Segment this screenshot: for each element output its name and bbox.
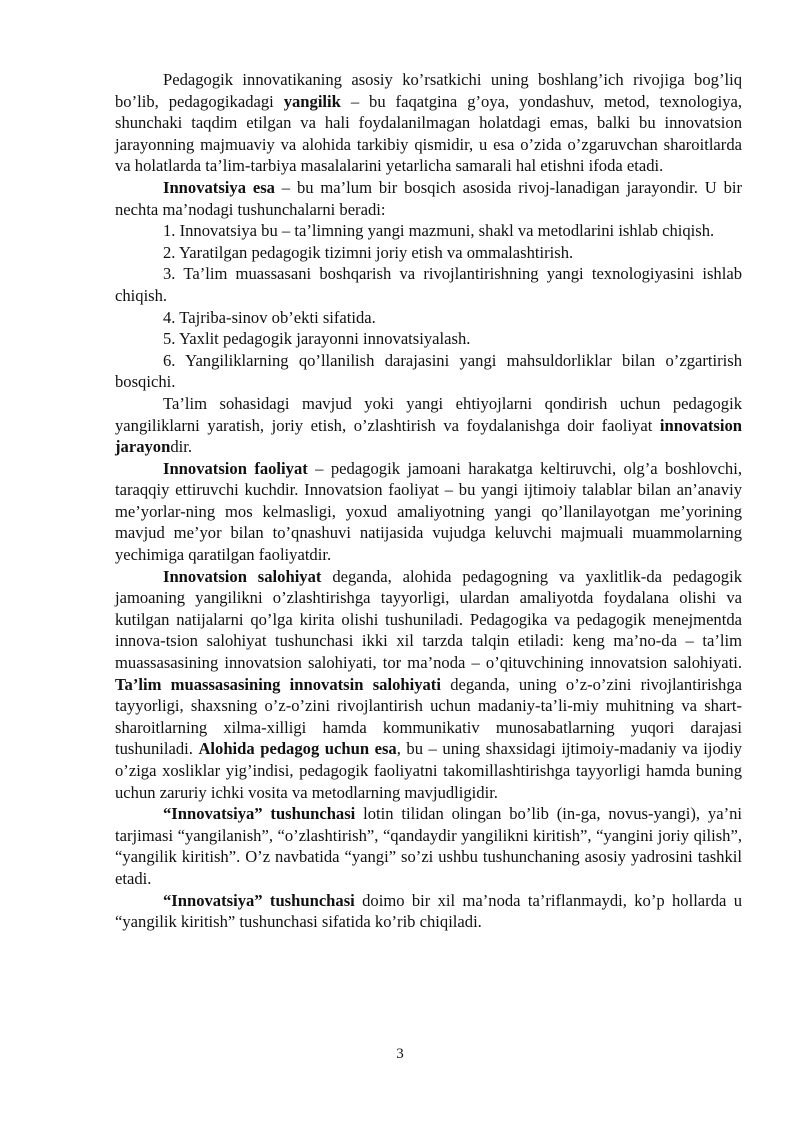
page-number: 3 bbox=[396, 1046, 404, 1062]
list-item: 3. Ta’lim muassasani boshqarish va rivojlantirishning yangi texnologiyasini ishlab chiqish. bbox=[115, 264, 742, 305]
paragraph-1 bbox=[115, 69, 742, 177]
bold-term: “Innovatsiya” tushunchasi bbox=[163, 890, 355, 910]
list-item: 2. Yaratilgan pedagogik tizimni joriy etish va ommalashtirish. bbox=[163, 242, 574, 262]
list-item: 5. Yaxlit pedagogik jarayonni innovatsiyalash. bbox=[163, 329, 471, 349]
text: Pedagogik innovatikaning asosiy ko’rsatkichi uning boshlang’ich rivojiga bog’liq bo’lib, pedagogikadagi bbox=[115, 70, 742, 111]
bold-term: Ta’lim muassasasining innovatsin salohiyati bbox=[115, 674, 441, 694]
document-body bbox=[115, 69, 742, 933]
bold-term: Alohida pedagog uchun esa bbox=[198, 739, 397, 759]
text: Ta’lim sohasidagi mavjud yoki yangi ehtiyojlarni qondirish uchun pedagogik yangiliklarni yaratish, joriy etish, o’zlashtirish va foydalanishga doir faoliyat bbox=[115, 393, 742, 435]
text: doimo bir xil ma’noda ta’riflanmaydi, ko’p hollarda u “yangilik kiritish” tushunchasi sifatida ko’rib chiqiladi. bbox=[115, 890, 742, 932]
paragraph-6 bbox=[115, 803, 742, 889]
bold-term: Innovatsiya esa bbox=[163, 177, 275, 197]
list-item: 4. Tajriba-sinov ob’ekti sifatida. bbox=[163, 307, 376, 327]
text: deganda, uning o’z-o’zini rivojlantirishga tayyorligi, shaxsning o’z-o’zini rivojlantirish uchun madaniy-ta’li-miy muhitning va shart-sharoitlarning xilma-xilligi hamda kommunikativ munosabatlarning yuqori darajasi tushuniladi. bbox=[115, 674, 742, 759]
bold-term: “Innovatsiya” tushunchasi bbox=[163, 804, 356, 824]
paragraph-3 bbox=[115, 393, 742, 458]
list-item: 1. Innovatsiya bu – ta’limning yangi mazmuni, shakl va metodlarini ishlab chiqish. bbox=[163, 221, 715, 241]
text: dir. bbox=[170, 437, 192, 457]
bold-term: Innovatsion faoliyat bbox=[163, 458, 308, 478]
text: lotin tilidan olingan bo’lib (in-ga, novus-yangi), ya’ni tarjimasi “yangilanish”, “o’zlashtirish”, “qandaydir yangilikni kiritish”, “yangini joriy qilish”, “yangilik kiritish”. O’z navbatida “yangi” so’zi ushbu tushunchaning asosiy yadrosini tashkil etadi. bbox=[115, 804, 742, 888]
text: , bu – uning shaxsidagi ijtimoiy-madaniy va ijodiy o’ziga xosliklar yig’indisi, pedagogik faoliyatni takomillashtirishga tayyorligi hamda buning uchun zaruriy ichki vosita va metodlarning mavjudligidir. bbox=[115, 739, 742, 802]
bold-term: innovatsion jarayon bbox=[115, 415, 742, 457]
text: – pedagogik jamoani harakatga keltiruvchi, olg’a boshlovchi, taraqqiy ettiruvchi kuchdir. Innovatsion faoliyat – bu yangi ijtimoiy talablar bilan an’anaviy me’yorlar-ning mos kelmasligi, yoxud amaliyotning yangi qo’llanilayotgan me’yorining mavjud me’yor bilan to’qnashuvi natijasida vujudga keluvchi majmuali muammolarning yechimiga qaratilgan faoliyatdir. bbox=[115, 458, 742, 565]
text: – bu faqatgina g’oya, yondashuv, metod, texnologiya, shunchaki taqdim etilgan va hali foydalanilmagan holatdagi emas, balki bu innovatsion jarayonning majmuaviy va alohida tarkibiy qismidir, u esa o’zida o’zgaruvchan sharoitlarda va holatlarda ta’lim-tarbiya masalalarini yetarlicha samarali hal etishni ifoda etadi. bbox=[115, 91, 743, 176]
list-item: 6. Yangiliklarning qo’llanilish darajasini yangi mahsuldorliklar bilan o’zgartirish bosqichi. bbox=[115, 350, 742, 392]
bold-term: yangilik bbox=[283, 91, 341, 111]
text: deganda, alohida pedagogning va yaxlitlik-da pedagogik jamoaning yangilikni o’zlashtirishga tayyorligi, ulardan amaliyotda foydalana olishi va kutilgan natijalarni qo’lga kirita olishi tushuniladi. Pedagogika va pedagogik menejmentda innova-tsion salohiyat tushunchasi ikki xil tarzda talqin etiladi: keng ma’no-da – ta’lim muassasasining innovatsion salohiyati, tor ma’noda – o’qituvchining innovatsion salohiyati. bbox=[115, 566, 742, 673]
paragraph-2 bbox=[115, 177, 742, 220]
paragraph-4 bbox=[115, 458, 742, 566]
paragraph-7 bbox=[115, 890, 742, 933]
paragraph-5 bbox=[115, 566, 742, 804]
text: – bu ma’lum bir bosqich asosida rivoj-lanadigan jarayondir. U bir nechta ma’nodagi tushunchalarni beradi: bbox=[115, 177, 742, 219]
bold-term: Innovatsion salohiyat bbox=[163, 566, 322, 586]
